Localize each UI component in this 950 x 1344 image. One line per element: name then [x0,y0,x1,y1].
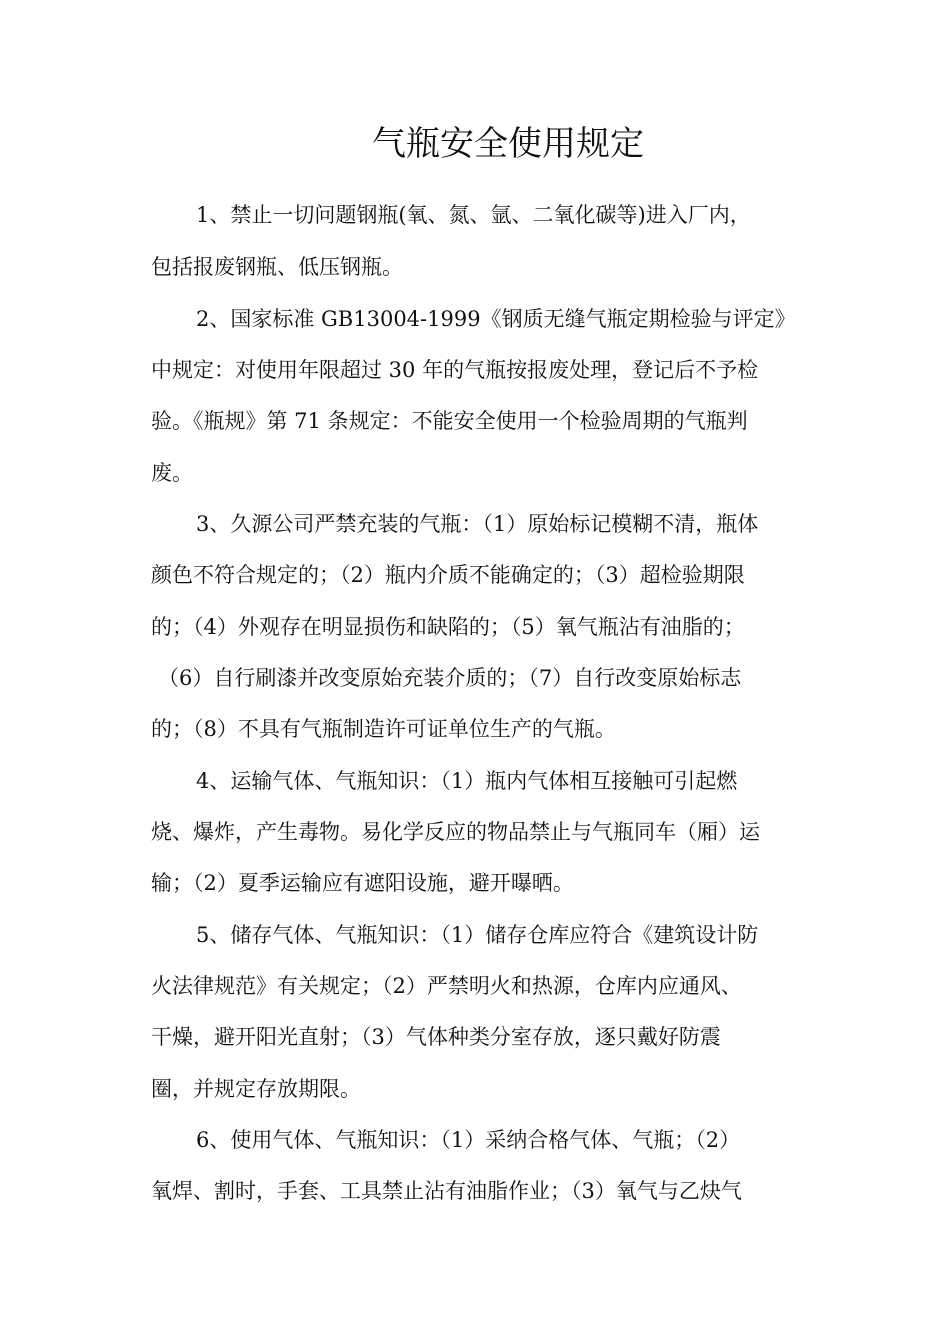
paragraph-line: （6）自行刷漆并改变原始充装介质的；（7）自行改变原始标志 [158,666,742,690]
paragraph-line: 3、久源公司严禁充装的气瓶：（1）原始标记模糊不清，瓶体 [196,512,759,536]
paragraph-line: 烧、爆炸，产生毒物。易化学反应的物品禁止与气瓶同车（厢）运 [151,820,760,844]
paragraph-line: 氧焊、割时，手套、工具禁止沾有油脂作业；（3）氧气与乙炔气 [151,1179,742,1203]
paragraph-line: 的；（4）外观存在明显损伤和缺陷的；（5）氧气瓶沾有油脂的； [151,615,745,639]
paragraph-line: 5、储存气体、气瓶知识：（1）储存仓库应符合《建筑设计防 [196,923,759,947]
paragraph-line: 验。《瓶规》第 71 条规定：不能安全使用一个检验周期的气瓶判 [151,409,748,433]
paragraph-line: 火法律规范》有关规定；（2）严禁明火和热源，仓库内应通风、 [151,974,742,998]
paragraph-line: 干燥，避开阳光直射；（3）气体种类分室存放，逐只戴好防震 [151,1025,721,1049]
paragraph-line: 输；（2）夏季运输应有遮阳设施，避开曝晒。 [151,871,574,895]
paragraph-line: 的；（8）不具有气瓶制造许可证单位生产的气瓶。 [151,717,616,741]
paragraph-line: 2、国家标准 GB13004-1999《钢质无缝气瓶定期检验与评定》 [196,307,796,331]
paragraph-line: 4、运输气体、气瓶知识：（1）瓶内气体相互接触可引起燃 [196,769,738,793]
paragraph-line: 颜色不符合规定的；（2）瓶内介质不能确定的；（3）超检验期限 [151,563,745,587]
paragraph-line: 中规定：对使用年限超过 30 年的气瓶按报废处理，登记后不予检 [151,358,759,382]
paragraph-line: 包括报废钢瓶、低压钢瓶。 [151,255,403,279]
paragraph-line: 废。 [151,461,193,485]
paragraph-line: 6、使用气体、气瓶知识：（1）采纳合格气体、气瓶；（2） [196,1128,741,1152]
paragraph-line: 圈，并规定存放期限。 [151,1077,361,1101]
paragraph-line: 1、禁止一切问题钢瓶(氧、氮、氩、二氧化碳等)进入厂内， [196,203,751,227]
document-title: 气瓶安全使用规定 [372,124,644,164]
